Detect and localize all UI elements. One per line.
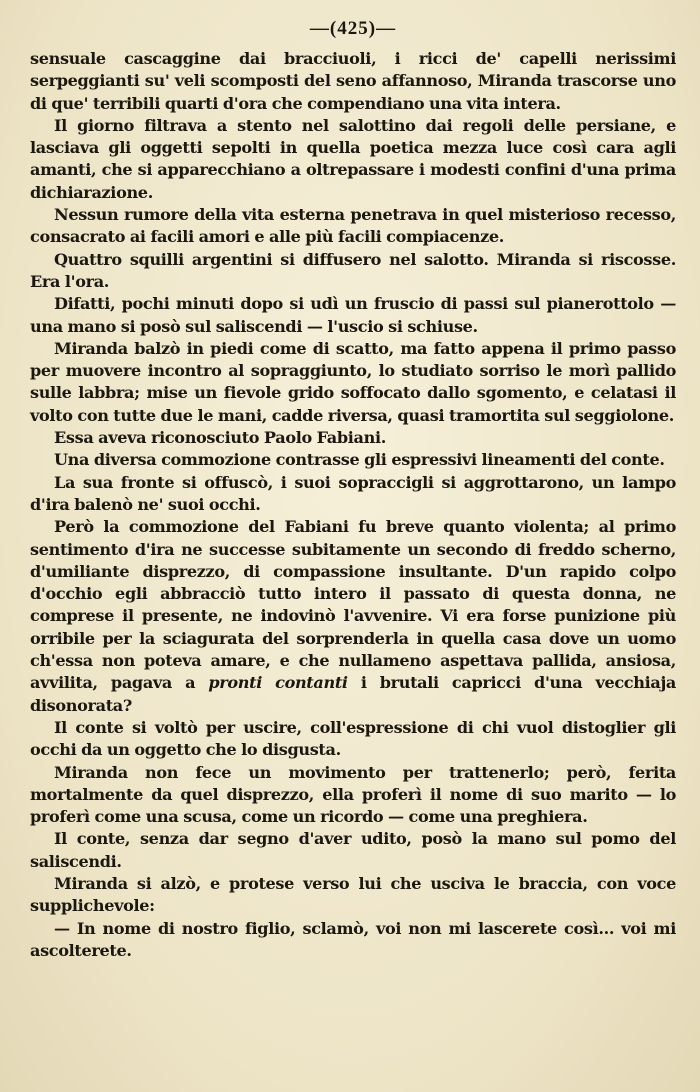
paragraph: Il giorno filtrava a stento nel salottino dai regoli delle persiane, e lasciava gli oggetti sepolti in quella poetica mezza luce così cara agli amanti, che si apparecchiano a oltrepassare i modesti confini d'una prima dichiarazione. [30,115,676,202]
paragraph-text: Però la commozione del Fabiani fu breve quanto violenta; al primo sentimento d'ira ne successe subitamente un secondo di freddo scherno, d'umiliante disprezzo, di compassione insultante. D'un rapido colpo d'occhio egli abbracciò tutto intero il passato di questa donna, ne comprese il presente, ne indovinò l'avvenire. Vi era forse punizione più orribile per la sciagurata del sorprenderla in quella casa dove un uomo ch'essa non poteva amare, e che nullameno aspettava pallida, ansiosa, avvilita, pagava a [30,517,676,693]
paragraph: La sua fronte si offuscò, i suoi sopraccigli si aggrottarono, un lampo d'ira balenò ne' suoi occhi. [30,472,676,514]
paragraph: Difatti, pochi minuti dopo si udì un fruscio di passi sul pianerottolo — una mano si posò sul saliscendi — l'uscio si schiuse. [30,294,676,336]
paragraph-text: i brutali capricci d'una vecchiaja disonorata? [30,673,676,715]
paragraph: Il conte si voltò per uscire, coll'espressione di chi vuol distoglier gli occhi da un oggetto che lo disgusta. [30,717,676,760]
paragraph: Miranda si alzò, e protese verso lui che usciva le braccia, con voce supplichevole: [30,873,676,916]
paragraph: — In nome di nostro figlio, sclamò, voi non mi lascerete così... voi mi ascolterete. [30,918,676,960]
body-text [30,48,676,962]
paragraph: Miranda non fece un movimento per trattenerlo; però, ferita mortalmente da quel disprezzo, ella proferì il nome di suo marito — lo proferì come una scusa, come un ricordo — come una preghiera. [30,762,676,827]
paragraph: sensuale cascaggine dai bracciuoli, i ricci de' capelli nerissimi serpeggianti su' veli scomposti del seno affannoso, Miranda trascorse uno di que' terribili quarti d'ora che compendiano una vita intera. [30,49,676,113]
paragraph: Quattro squilli argentini si diffusero nel salotto. Miranda si riscosse. Era l'ora. [30,249,676,291]
paragraph: Essa aveva riconosciuto Paolo Fabiani. [54,428,386,448]
paragraph: Una diversa commozione contrasse gli espressivi lineamenti del conte. [54,450,665,470]
page-number: —(425)— [309,18,397,39]
paragraph [30,516,676,717]
paragraph: Nessun rumore della vita esterna penetrava in quel misterioso recesso, consacrato ai facili amori e alle più facili compiacenze. [30,205,676,247]
italic-phrase: pronti contanti [208,673,348,693]
paragraph: Miranda balzò in piedi come di scatto, ma fatto appena il primo passo per muovere incontro al sopraggiunto, lo studiato sorriso le morì pallido sulle labbra; mise un fievole grido soffocato dallo sgomento, e celatasi il volto con tutte due le mani, cadde riversa, quasi tramortita sul seggiolone. [30,338,676,425]
paragraph: Il conte, senza dar segno d'aver udito, posò la mano sul pomo del saliscendi. [30,829,676,871]
